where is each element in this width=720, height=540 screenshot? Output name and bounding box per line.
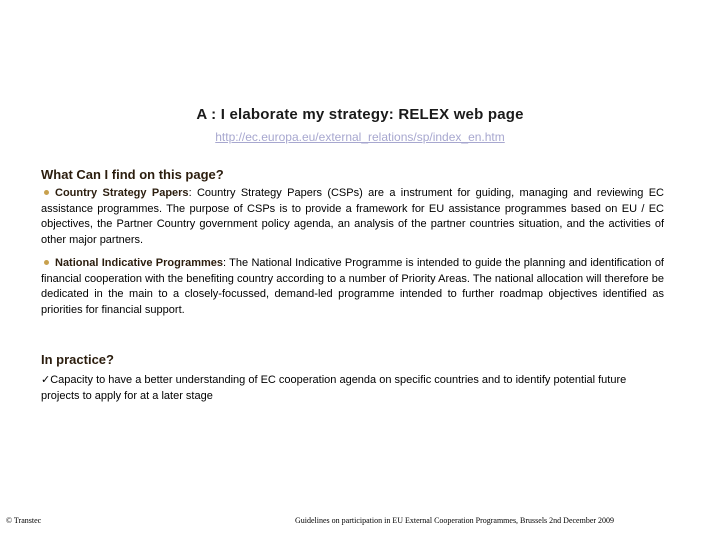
- bullet-icon: [44, 260, 49, 265]
- bullet-icon: [44, 190, 49, 195]
- checkmark-icon: ✓: [41, 374, 51, 386]
- in-practice-text: Capacity to have a better understanding of EC cooperation agenda on specific countries and to identify potential future projects to apply for at a later stage: [41, 374, 627, 402]
- section-heading-in-practice: In practice?: [41, 352, 114, 367]
- footer-copyright: © Transtec: [6, 516, 42, 525]
- item-national-indicative-programmes: [41, 256, 664, 318]
- item-description: : The National Indicative Programme is intended to guide the planning and identification of financial cooperation with the benefiting country according to a number of Priority Areas. The national allocation will therefore be dedicated in the main to a closely-focussed, demand-led programme intended to further roadmap objectives identified as priorities for financial support.: [41, 257, 664, 316]
- slide-title: A : I elaborate my strategy: RELEX web page: [196, 106, 524, 123]
- relex-url-link[interactable]: http://ec.europa.eu/external_relations/sp/index_en.htm: [215, 130, 505, 144]
- footer-caption: Guidelines on participation in EU External Cooperation Programmes, Brussels 2nd December 2009: [295, 516, 615, 525]
- term-label: Country Strategy Papers: [55, 187, 189, 199]
- item-country-strategy-papers: [41, 186, 664, 248]
- term-label: National Indicative Programmes: [55, 257, 224, 269]
- item-description: : Country Strategy Papers (CSPs) are a instrument for guiding, managing and reviewing EC assistance programmes. The purpose of CSPs is to provide a framework for EU assistance programmes based on EU / EC objectives, the Partner Country government policy agenda, an analysis of the partner countries situation, and the activities of other major partners.: [41, 187, 665, 246]
- in-practice-item: [41, 373, 664, 404]
- section-heading-what-can-i-find: What Can I find on this page?: [41, 167, 224, 182]
